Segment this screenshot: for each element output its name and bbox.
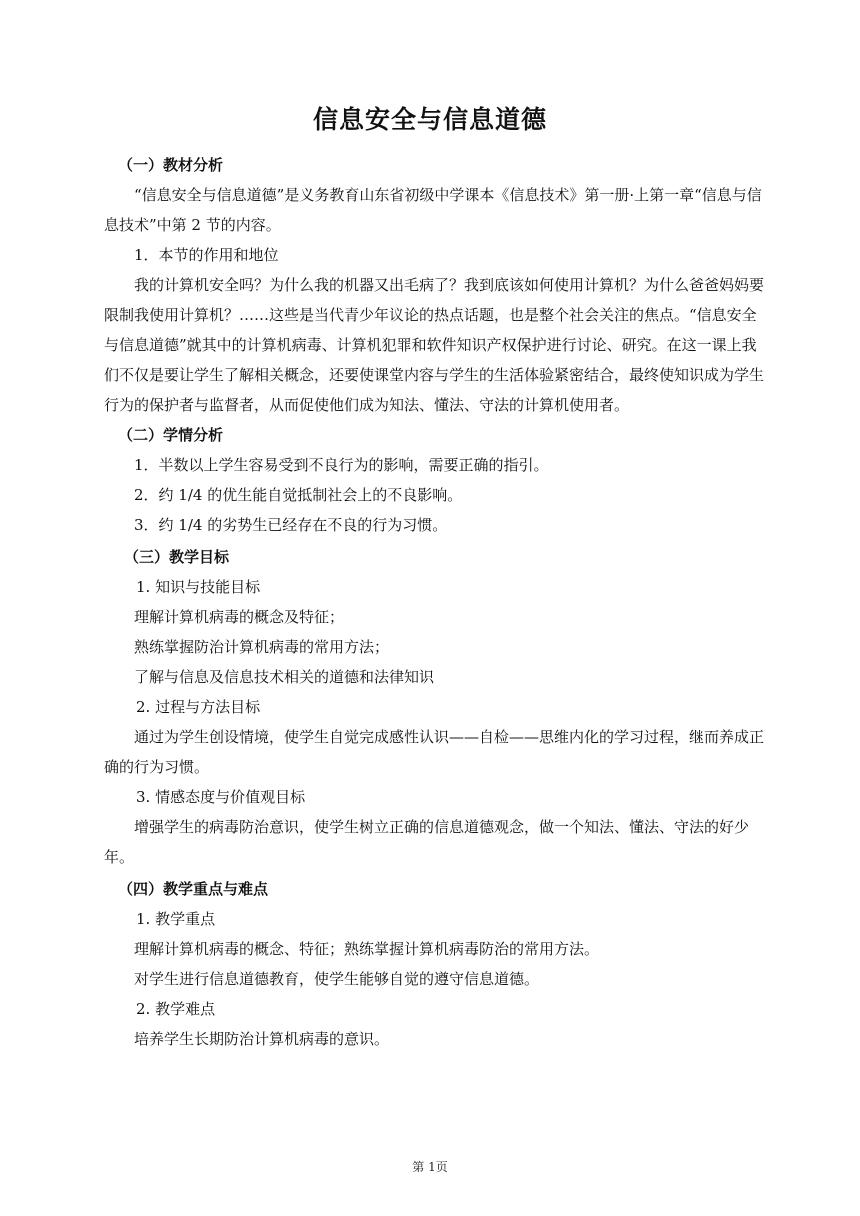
document-body [104,150,764,1054]
paragraph-attitude-body: 增强学生的病毒防治意识，使学生树立正确的信息道德观念，做一个知法、懂法、守法的好少年。 [104,818,750,866]
section-heading-teaching-goals: （三）教学目标 [124,548,230,566]
subheading-role-and-position: 1．本节的作用和地位 [134,246,279,264]
subheading-process-method: 2. 过程与方法目标 [136,698,261,716]
focus-line: 对学生进行信息道德教育，使学生能够自觉的遵守信息道德。 [134,970,540,988]
section-heading-key-points: （四）教学重点与难点 [118,880,269,898]
paragraph-intro: “信息安全与信息道德”是义务教育山东省初级中学课本《信息技术》第一册·上第一章“信息与信息技术”中第 2 节的内容。 [104,186,762,234]
list-item: 2．约 1/4 的优生能自觉抵制社会上的不良影响。 [134,486,463,504]
document-title: 信息安全与信息道德 [312,105,547,134]
focus-line: 理解计算机病毒的概念、特征；熟练掌握计算机病毒防治的常用方法。 [134,940,600,958]
section-heading-textbook-analysis: （一）教材分析 [118,156,224,174]
paragraph-process-body: 通过为学生创设情境，使学生自觉完成感性认识——自检——思维内化的学习过程，继而养成正确的行为习惯。 [104,728,765,776]
paragraph-role-body: 我的计算机安全吗？为什么我的机器又出毛病了？我到底该如何使用计算机？为什么爸爸妈妈要限制我使用计算机？……这些是当代青少年议论的热点话题，也是整个社会关注的焦点。“信息安全与信息道德”就其中的计算机病毒、计算机犯罪和软件知识产权保护进行讨论、研究。在这一课上我们不仅是要让学生了解相关概念，还要使课堂内容与学生的生活体验紧密结合，最终使知识成为学生行为的保护者与监督者，从而促使他们成为知法、懂法、守法的计算机使用者。 [104,276,765,414]
goal-line: 理解计算机病毒的概念及特征； [134,608,345,626]
list-item: 3．约 1/4 的劣势生已经存在不良的行为习惯。 [134,516,448,534]
subheading-attitude-values: 3. 情感态度与价值观目标 [136,788,306,806]
section-heading-student-analysis: （二）学情分析 [118,426,224,444]
goal-line: 了解与信息及信息技术相关的道德和法律知识 [134,668,435,686]
subheading-knowledge-skills: 1. 知识与技能目标 [136,578,261,596]
subheading-teaching-focus: 1. 教学重点 [136,910,216,928]
page-number: 第 1页 [412,1160,448,1174]
subheading-teaching-difficulty: 2. 教学难点 [136,1000,216,1018]
goal-line: 熟练掌握防治计算机病毒的常用方法； [134,638,390,656]
difficulty-line: 培养学生长期防治计算机病毒的意识。 [134,1030,390,1048]
list-item: 1．半数以上学生容易受到不良行为的影响，需要正确的指引。 [134,456,549,474]
